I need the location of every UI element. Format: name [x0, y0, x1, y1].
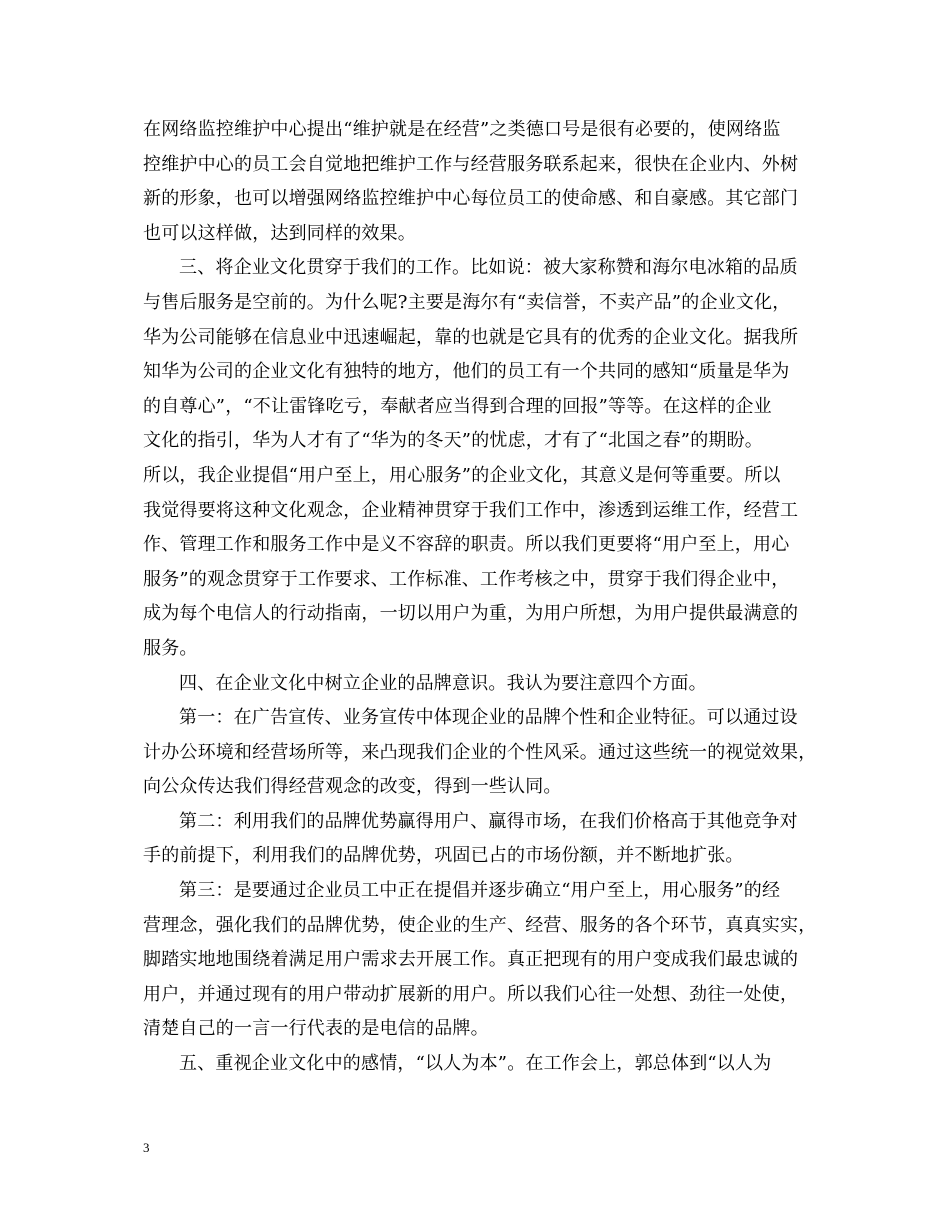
paragraph-start-line: 第三：是要通过企业员工中正在提倡并逐步确立“用户至上，用心服务”的经 — [179, 880, 781, 902]
text-line: 作、管理工作和服务工作中是义不容辞的职责。所以我们更要将“用户至上，用心 — [143, 534, 790, 556]
paragraph-start-line: 五、重视企业文化中的感情，“以人为本”。在工作会上，郭总体到“以人为 — [179, 1053, 772, 1075]
text-line: 所以，我企业提倡“用户至上，用心服务”的企业文化，其意义是何等重要。所以 — [143, 464, 781, 486]
text-line: 我觉得要将这种文化观念，企业精神贯穿于我们工作中，渗透到运维工作，经营工 — [143, 499, 799, 521]
text-line: 在网络监控维护中心提出“维护就是在经营”之类德口号是很有必要的，使网络监 — [143, 119, 781, 140]
text-line: 成为每个电信人的行动指南，一切以用户为重，为用户所想，为用户提供最满意的 — [143, 603, 799, 625]
paragraph-start-line: 第二：利用我们的品牌优势赢得用户、赢得市场，在我们价格高于其他竞争对 — [179, 810, 798, 832]
paragraph-start-line: 四、在企业文化中树立企业的品牌意识。我认为要注意四个方面。 — [179, 672, 707, 694]
text-line: 服务。 — [143, 637, 198, 659]
text-line: 与售后服务是空前的。为什么呢?主要是海尔有“卖信誉，不卖产品”的企业文化， — [143, 291, 791, 313]
text-line: 手的前提下，利用我们的品牌优势，巩固已占的市场份额，并不断地扩张。 — [143, 845, 744, 867]
body-text — [143, 113, 815, 1082]
paragraph-start-line: 三、将企业文化贯穿于我们的工作。比如说：被大家称赞和海尔电冰箱的品质 — [179, 257, 798, 279]
paragraph-start-line: 第一：在广告宣传、业务宣传中体现企业的品牌个性和企业特征。可以通过设 — [179, 707, 798, 729]
text-line: 计办公环境和经营场所等，来凸现我们企业的个性风采。通过这些统一的视觉效果， — [143, 741, 817, 763]
text-line: 向公众传达我们得经营观念的改变，得到一些认同。 — [143, 776, 562, 798]
page-number: 3 — [143, 1140, 150, 1155]
text-line: 的自尊心”，“不让雷锋吃亏，奉献者应当得到合理的回报”等等。在这样的企业 — [143, 395, 772, 417]
text-line: 文化的指引，华为人才有了“华为的冬天”的忧虑，才有了“北国之春”的期盼。 — [143, 430, 764, 452]
text-line: 脚踏实地地围绕着满足用户需求去开展工作。真正把现有的用户变成我们最忠诚的 — [143, 949, 799, 971]
text-line: 也可以这样做，达到同样的效果。 — [143, 222, 416, 244]
text-line: 用户，并通过现有的用户带动扩展新的用户。所以我们心往一处想、劲往一处使， — [143, 983, 799, 1005]
text-line: 知华为公司的企业文化有独特的地方，他们的员工有一个共同的感知“质量是华为 — [143, 361, 790, 383]
text-line: 控维护中心的员工会自觉地把维护工作与经营服务联系起来，很快在企业内、外树 — [143, 153, 799, 175]
text-line: 新的形象，也可以增强网络监控维护中心每位员工的使命感、和自豪感。其它部门 — [143, 188, 799, 210]
text-line: 营理念，强化我们的品牌优势，使企业的生产、经营、服务的各个环节，真真实实， — [143, 914, 817, 936]
text-line: 华为公司能够在信息业中迅速崛起，靠的也就是它具有的优秀的企业文化。据我所 — [143, 326, 799, 348]
text-line: 服务”的观念贯穿于工作要求、工作标准、工作考核之中，贯穿于我们得企业中， — [143, 568, 790, 590]
text-line: 清楚自己的一言一行代表的是电信的品牌。 — [143, 1018, 489, 1040]
